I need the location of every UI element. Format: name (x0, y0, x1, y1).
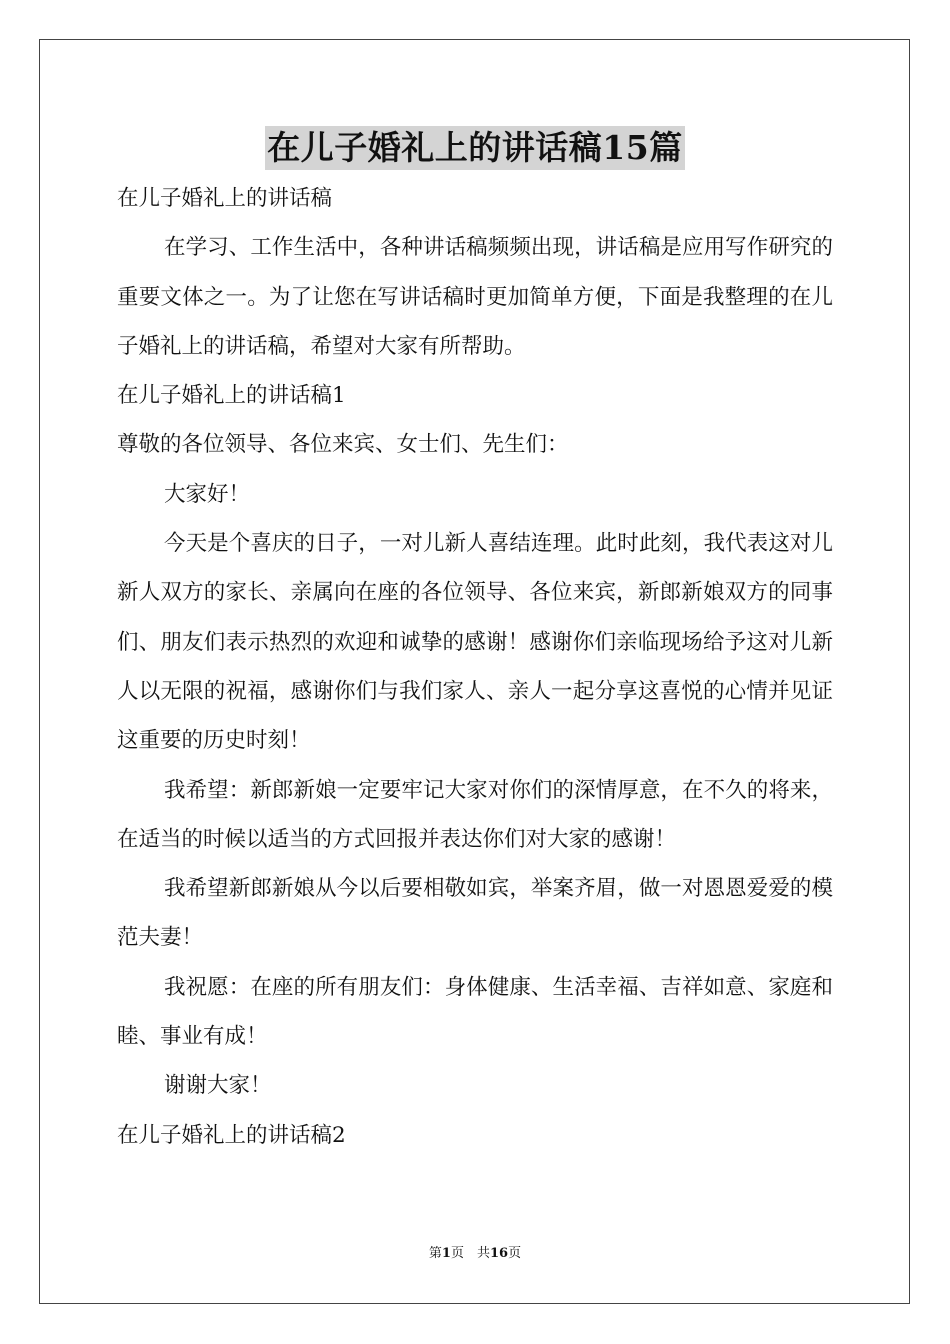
salutation: 尊敬的各位领导、各位来宾、女士们、先生们： (117, 432, 569, 458)
body-paragraph: 今天是个喜庆的日子，一对儿新人喜结连理。此时此刻，我代表这对儿新人双方的家长、亲属向在座的各位领导、各位来宾，新郎新娘双方的同事们、朋友们表示热烈的欢迎和诚挚的感谢！感谢你们亲临现场给予这对儿新人以无限的祝福，感谢你们与我们家人、亲人一起分享这喜悦的心情并见证这重要的历史时刻！ (117, 531, 833, 754)
footer-suffix: 页 (508, 1246, 522, 1261)
greeting: 大家好！ (164, 481, 251, 507)
intro-paragraph: 在学习、工作生活中，各种讲话稿频频出现，讲话稿是应用写作研究的重要文体之一。为了让您在写讲话稿时更加简单方便，下面是我整理的在儿子婚礼上的讲话稿，希望对大家有所帮助。 (117, 235, 833, 359)
section-heading: 在儿子婚礼上的讲话稿2 (117, 1122, 346, 1148)
document-body (117, 174, 833, 1160)
section-heading: 在儿子婚礼上的讲话稿1 (117, 383, 346, 409)
title-container (0, 126, 950, 170)
page-footer (0, 1245, 950, 1263)
body-paragraph: 我祝愿：在座的所有朋友们：身体健康、生活幸福、吉祥如意、家庭和睦、事业有成！ (117, 974, 833, 1050)
total-pages: 16 (489, 1246, 509, 1261)
body-paragraph: 我希望新郎新娘从今以后要相敬如宾，举案齐眉，做一对恩恩爱爱的模范夫妻！ (117, 876, 833, 951)
footer-prefix: 第 (428, 1246, 442, 1261)
section-heading: 在儿子婚礼上的讲话稿 (117, 186, 333, 211)
closing-line: 谢谢大家！ (164, 1073, 272, 1099)
page-number: 1 (441, 1246, 451, 1261)
body-paragraph: 我希望：新郎新娘一定要牢记大家对你们的深情厚意，在不久的将来，在适当的时候以适当的方式回报并表达你们对大家的感谢！ (117, 777, 833, 852)
footer-mid: 页 共 (450, 1246, 490, 1261)
document-title: 在儿子婚礼上的讲话稿15篇 (265, 126, 684, 170)
